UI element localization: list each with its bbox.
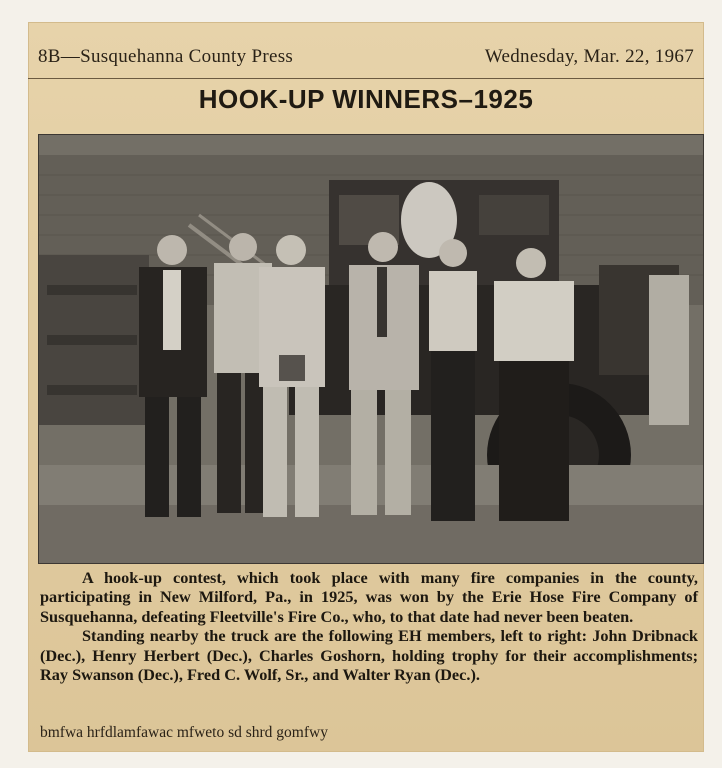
masthead-rule bbox=[28, 78, 704, 79]
headline: HOOK-UP WINNERS–1925 bbox=[198, 84, 534, 114]
caption-paragraph-2: Standing nearby the truck are the following EH members, left to right: John Dribnack (Dec.), Henry Herbert (Dec.), Charles Goshorn, holding trophy for their accomplishments; Ray Swanson (Dec.), Fred C. Wolf, Sr., and Walter Ryan (Dec.). bbox=[40, 626, 698, 685]
photo-illustration bbox=[39, 135, 703, 563]
newspaper-clipping bbox=[28, 22, 704, 752]
photo-caption bbox=[40, 568, 698, 684]
masthead-paper-name: 8B—Susquehanna County Press bbox=[38, 46, 294, 67]
photo-fire-company-members bbox=[38, 134, 704, 564]
masthead bbox=[38, 46, 694, 68]
caption-paragraph-1: A hook-up contest, which took place with many fire companies in the county, participating in New Milford, Pa., in 1925, was won by the Erie Hose Fire Company of Susquehanna, defeating Fleetville's Fire Co., who, to that date had never been beaten. bbox=[40, 568, 698, 626]
footer-note: bmfwa hrfdlamfawac mfweto sd shrd gomfwy bbox=[40, 724, 328, 741]
masthead-date: Wednesday, Mar. 22, 1967 bbox=[484, 46, 694, 67]
